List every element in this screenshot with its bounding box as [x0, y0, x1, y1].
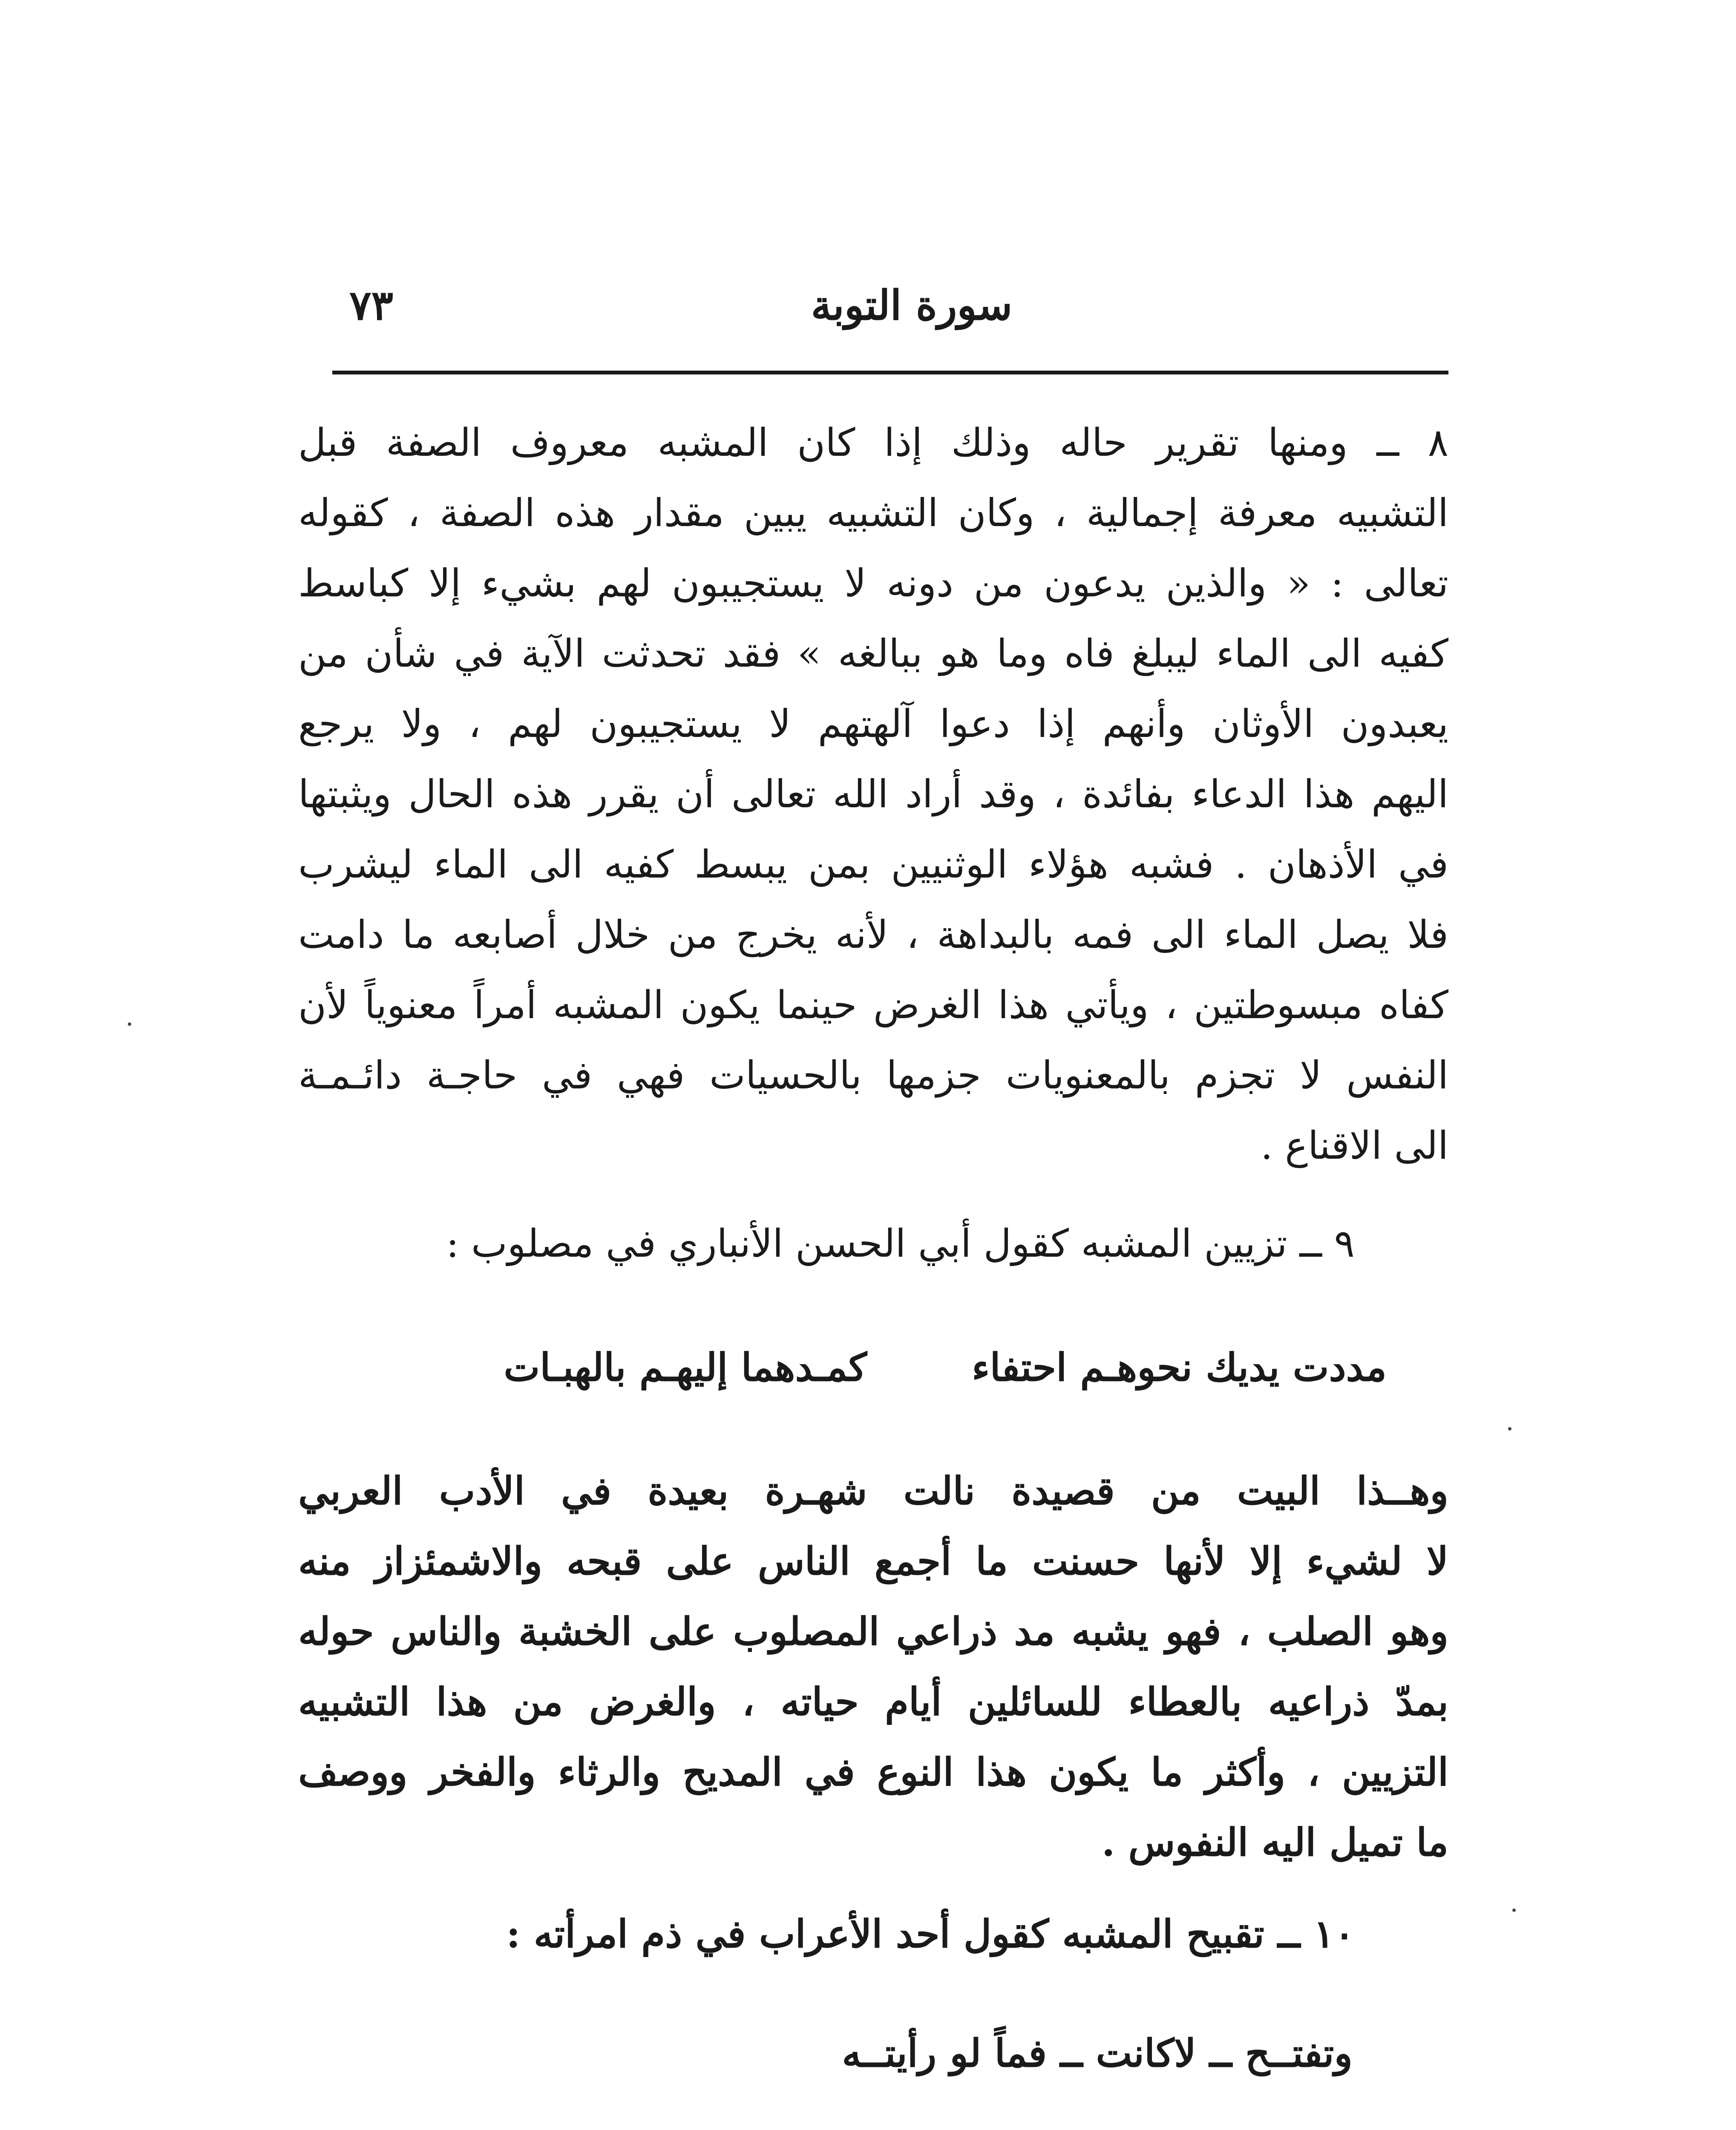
paragraph-line: بمدّ ذراعيه بالعطاء للسائلين أيام حياته ، والغرض من هذا التشبيه	[298, 1679, 1448, 1724]
verse-line-2	[567, 2126, 1063, 2130]
header-divider	[332, 371, 1448, 374]
paragraph-line: ما تميل اليه النفوس .	[1102, 1820, 1448, 1865]
paragraph-line: يعبدون الأوثان وأنهم إذا دعوا آلهتهم لا يستجيبون لهم ، ولا يرجع	[298, 702, 1448, 746]
verse-first-hemistich: مددت يديك نحوهـم احتفاء	[972, 1345, 1387, 1390]
paragraph-line: وهو الصلب ، فهو يشبه مد ذراعي المصلوب على الخشبة والناس حوله	[298, 1609, 1448, 1654]
paragraph-line: التزيين ، وأكثر ما يكون هذا النوع في المديح والرثاء والفخر ووصف	[298, 1750, 1448, 1795]
scan-speck	[1508, 1427, 1511, 1431]
section-9-heading: ٩ ــ تزيين المشبه كقول أبي الحسن الأنباري في مصلوب :	[446, 1221, 1355, 1266]
page-number: ٧٣	[349, 281, 394, 329]
paragraph-line: تعالى : « والذين يدعون من دونه لا يستجيبون لهم بشيء إلا كباسط	[298, 561, 1448, 606]
paragraph-line: اليهم هذا الدعاء بفائدة ، وقد أراد الله تعالى أن يقرر هذه الحال ويثبتها	[298, 772, 1448, 817]
paragraph-line: لا لشيء إلا لأنها حسنت ما أجمع الناس على قبحه والاشمئزاز منه	[298, 1539, 1448, 1584]
verse-second-hemistich: كمـدهما إليهـم بالهبـات	[504, 1345, 867, 1390]
section-10-heading: ١٠ ــ تقبيح المشبه كقول أحد الأعراب في ذم امرأته :	[506, 1911, 1355, 1957]
paragraph-line: فلا يصل الماء الى فمه بالبداهة ، لأنه يخرج من خلال أصابعه ما دامت	[298, 912, 1448, 957]
scan-speck	[1512, 1908, 1516, 1912]
paragraph-line: التشبيه معرفة إجمالية ، وكان التشبيه يبين مقدار هذه الصفة ، كقوله	[298, 491, 1448, 535]
paragraph-line: النفس لا تجزم بالمعنويات جزمها بالحسيات فهي في حاجـة دائـمـة	[298, 1053, 1448, 1098]
paragraph-line: الى الاقناع .	[1261, 1123, 1448, 1168]
surah-title: سورة التوبة	[811, 281, 1013, 329]
paragraph-line: وهــذا البيت من قصيدة نالت شهـرة بعيدة في الأدب العربي	[298, 1468, 1448, 1514]
paragraph-line: كفيه الى الماء ليبلغ فاه وما هو ببالغه » فقد تحدثت الآية في شأن من	[298, 631, 1448, 676]
paragraph-line: كفاه مبسوطتين ، ويأتي هذا الغرض حينما يكون المشبه أمراً معنوياً لأن	[298, 983, 1448, 1028]
page-header	[332, 273, 1448, 358]
verse-line-1: وتفتــح ــ لاكانت ــ فماً لو رأيتــه	[842, 2031, 1353, 2076]
paragraph-line: ٨ ــ ومنها تقرير حاله وذلك إذا كان المشبه معروف الصفة قبل	[298, 420, 1448, 465]
paragraph-line: في الأذهان . فشبه هؤلاء الوثنيين بمن يبسط كفيه الى الماء ليشرب	[298, 842, 1448, 887]
scan-speck	[128, 1022, 131, 1026]
